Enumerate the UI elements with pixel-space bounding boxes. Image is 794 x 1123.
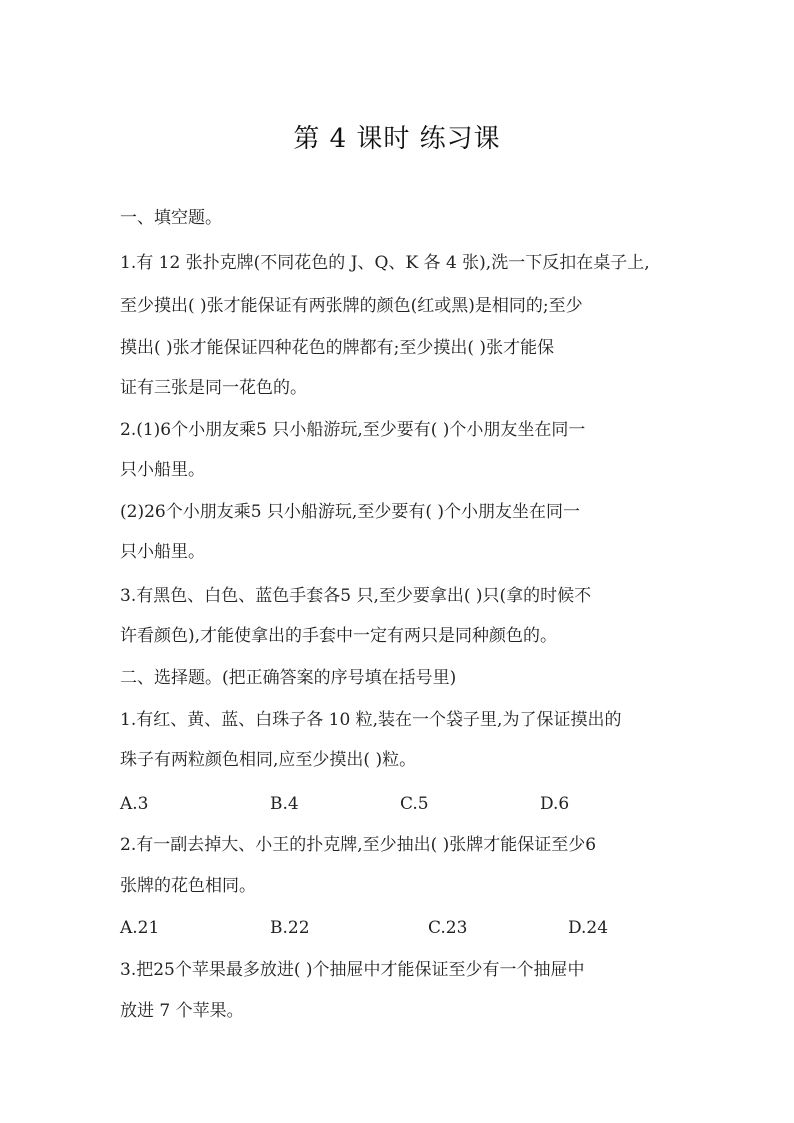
- mc-question-2-option-c: C.23: [428, 918, 468, 938]
- mc-question-1-option-d: D.6: [540, 794, 570, 814]
- question-3-line-1: 3.有黑色、白色、蓝色手套各5 只,至少要拿出( )只(拿的时候不: [120, 586, 592, 606]
- mc-question-1-option-c: C.5: [400, 794, 429, 814]
- section-heading-fill-blank: 一、填空题。: [120, 208, 222, 228]
- mc-question-3-line-2: 放进 7 个苹果。: [120, 1001, 244, 1021]
- mc-question-3-line-1: 3.把25个苹果最多放进( )个抽屉中才能保证至少有一个抽屉中: [120, 960, 585, 980]
- mc-question-2-line-1: 2.有一副去掉大、小王的扑克牌,至少抽出( )张牌才能保证至少6: [120, 835, 597, 855]
- question-1-line-3: 摸出( )张才能保证四种花色的牌都有;至少摸出( )张才能保: [120, 338, 555, 358]
- question-2a-line-2: 只小船里。: [120, 460, 205, 480]
- mc-question-1-line-2: 珠子有两粒颜色相同,应至少摸出( )粒。: [120, 750, 417, 770]
- question-3-line-2: 许看颜色),才能使拿出的手套中一定有两只是同种颜色的。: [120, 626, 558, 646]
- mc-question-2-option-a: A.21: [120, 918, 160, 938]
- section-heading-multiple-choice: 二、选择题。(把正确答案的序号填在括号里): [120, 668, 457, 688]
- question-2b-line-1: (2)26个小朋友乘5 只小船游玩,至少要有( )个小朋友坐在同一: [120, 502, 581, 522]
- mc-question-2-option-d: D.24: [568, 918, 609, 938]
- mc-question-2-line-2: 张牌的花色相同。: [120, 876, 256, 896]
- question-1-line-1: 1.有 12 张扑克牌(不同花色的 J、Q、K 各 4 张),洗一下反扣在桌子上,: [120, 253, 650, 273]
- question-1-line-4: 证有三张是同一花色的。: [120, 378, 307, 398]
- question-2b-line-2: 只小船里。: [120, 542, 205, 562]
- question-2a-line-1: 2.(1)6个小朋友乘5 只小船游玩,至少要有( )个小朋友坐在同一: [120, 420, 586, 440]
- question-1-line-2: 至少摸出( )张才能保证有两张牌的颜色(红或黑)是相同的;至少: [120, 296, 583, 316]
- mc-question-1-line-1: 1.有红、黄、蓝、白珠子各 10 粒,装在一个袋子里,为了保证摸出的: [120, 710, 622, 730]
- mc-question-1-option-b: B.4: [270, 794, 299, 814]
- page-title: 第 4 课时 练习课: [293, 124, 501, 154]
- mc-question-1-option-a: A.3: [120, 794, 149, 814]
- mc-question-2-option-b: B.22: [270, 918, 310, 938]
